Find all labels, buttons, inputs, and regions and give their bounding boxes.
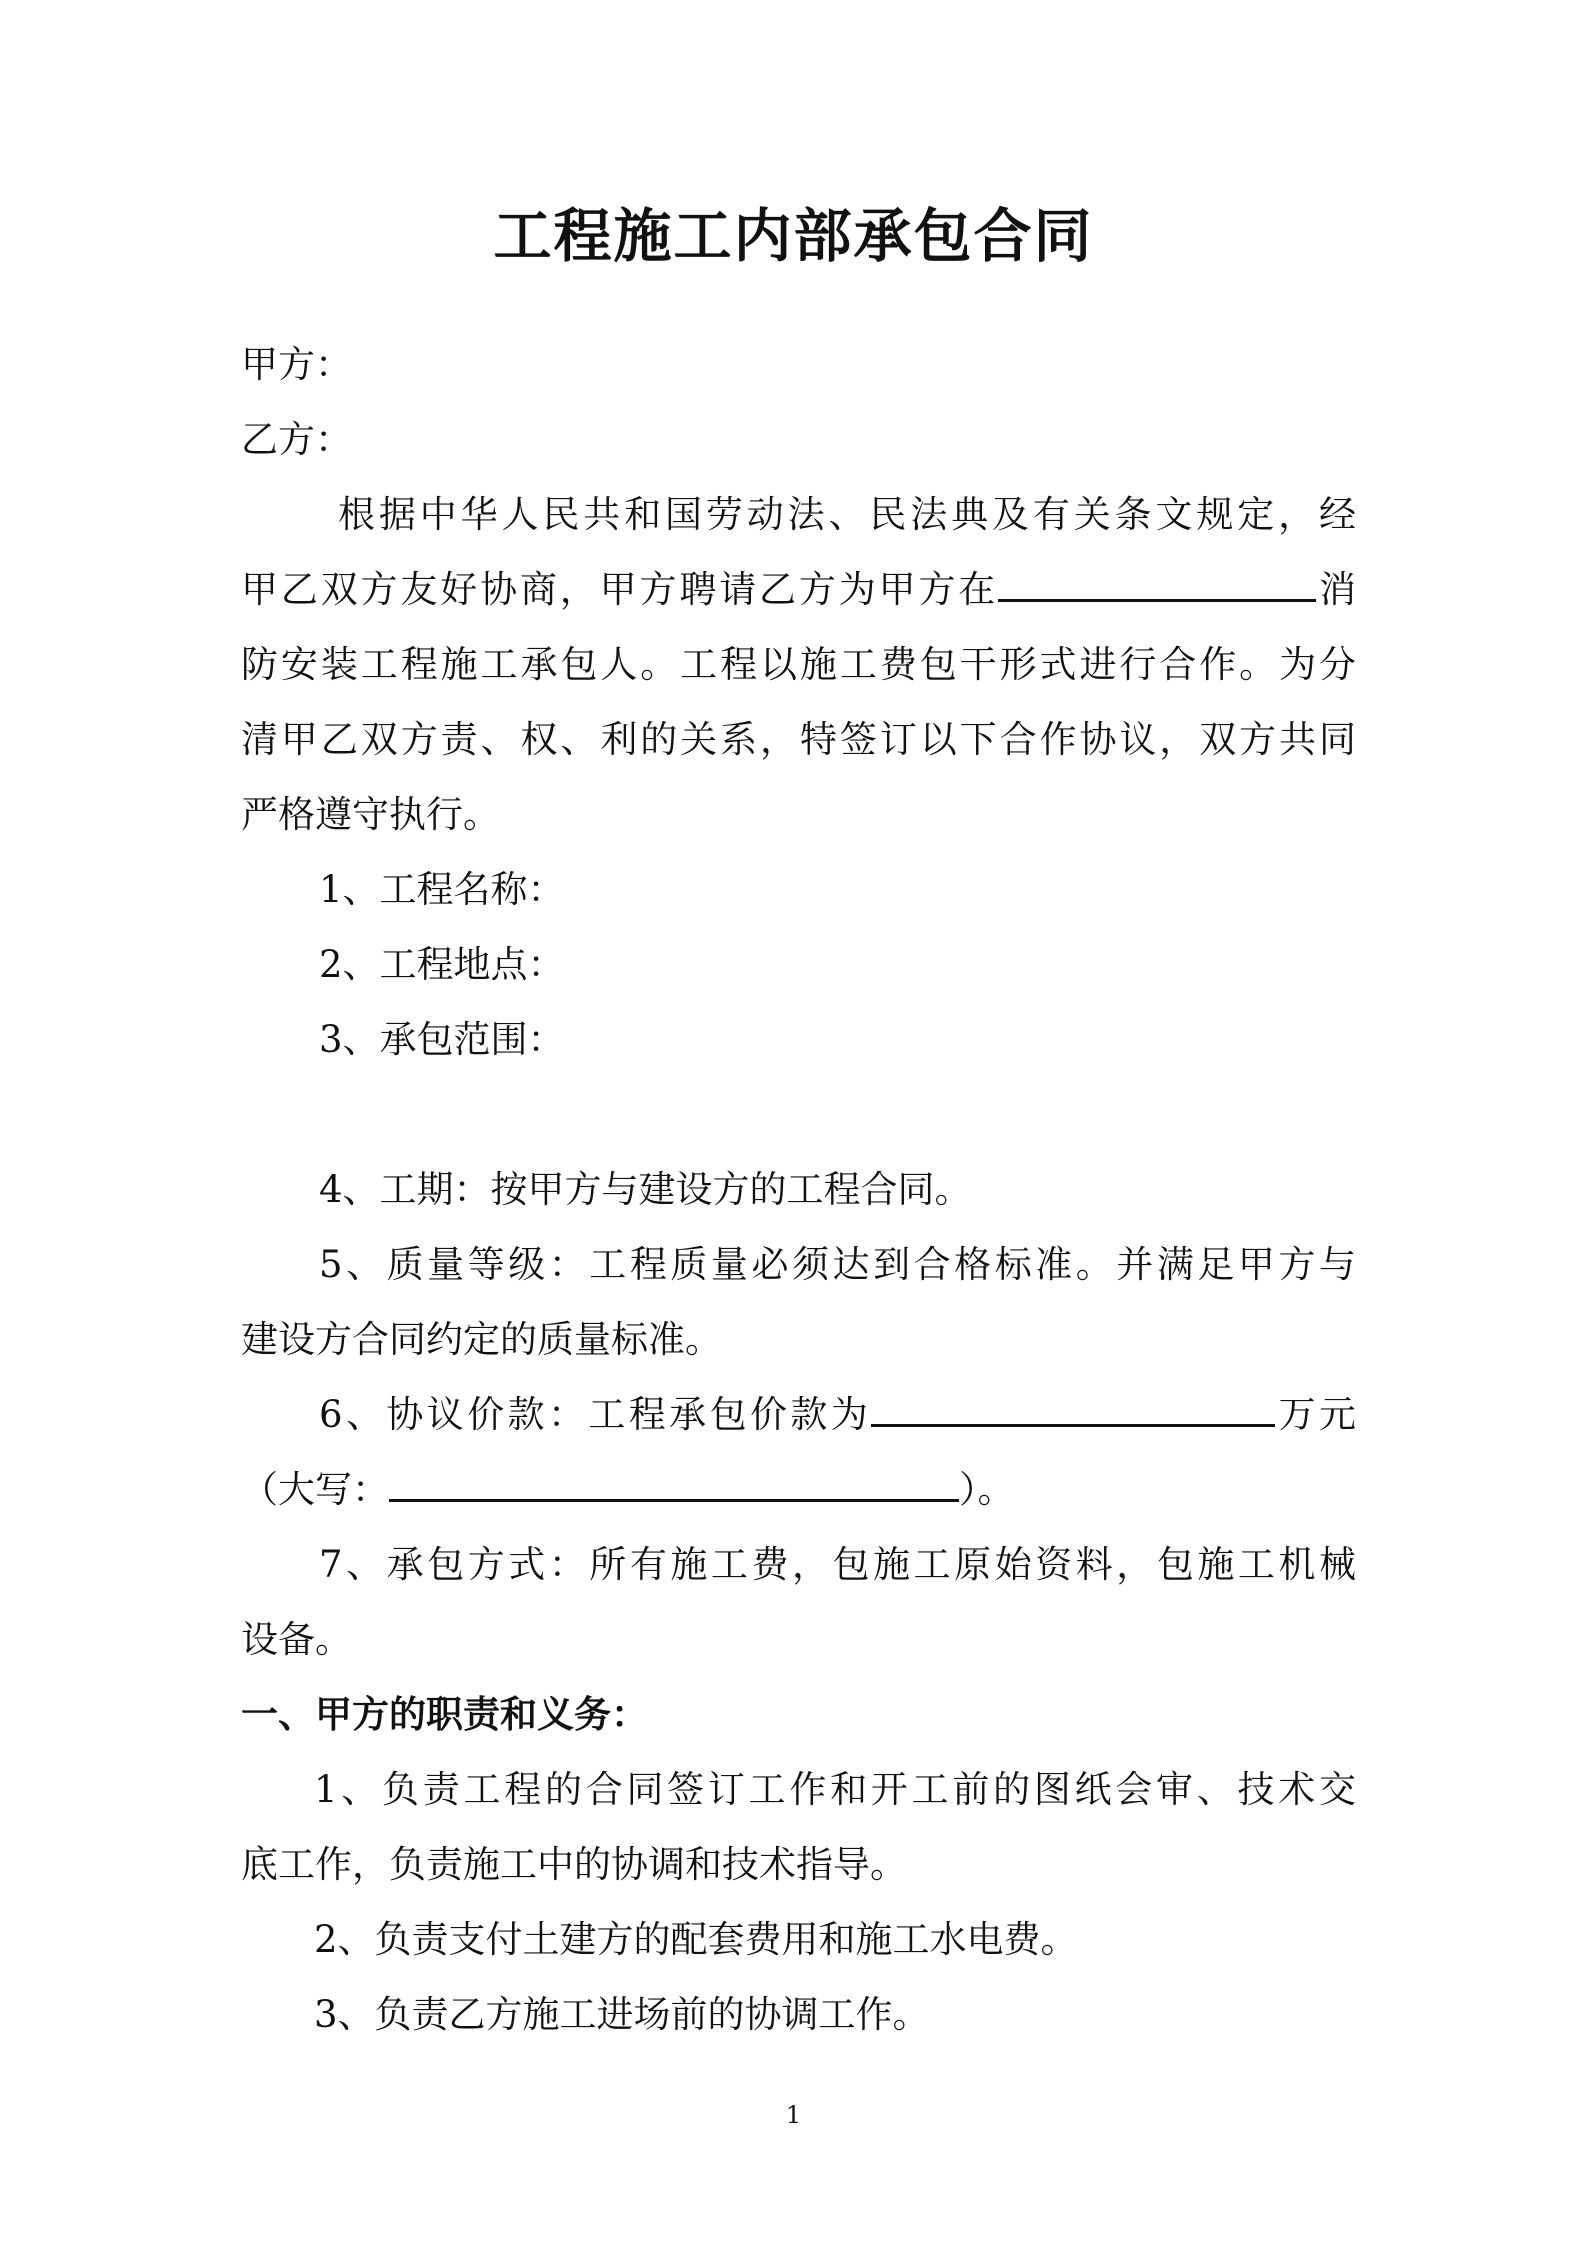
section-1-point-2: 2、负责支付土建方的配套费用和施工水电费。 xyxy=(314,1918,1078,1961)
intro-line-2-text: 甲乙双方友好协商，甲方聘请乙方为甲方在 xyxy=(241,568,999,611)
blank-spacer xyxy=(241,1077,1356,1152)
item-price-line-2 xyxy=(241,1452,1356,1527)
item-method-line-2: 设备。 xyxy=(241,1618,352,1661)
price-capital-blank[interactable] xyxy=(389,1465,959,1502)
intro-line-1: 根据中华人民共和国劳动法、民法典及有关条文规定，经 xyxy=(338,493,1356,536)
item-project-name: 1、工程名称： xyxy=(319,868,565,911)
intro-line-3: 防安装工程施工承包人。工程以施工费包干形式进行合作。为分 xyxy=(241,643,1356,686)
document-title: 工程施工内部承包合同 xyxy=(493,202,1094,270)
item-price-unit: 万元 xyxy=(1275,1393,1356,1436)
section-1-point-1-line-1: 1、负责工程的合同签订工作和开工前的图纸会审、技术交 xyxy=(314,1768,1356,1811)
party-b-line: 乙方： xyxy=(241,418,352,461)
item-price-capital-label: （大写： xyxy=(241,1468,389,1511)
intro-line-5: 严格遵守执行。 xyxy=(241,793,500,836)
project-location-blank[interactable] xyxy=(998,565,1316,602)
item-quality-line-2: 建设方合同约定的质量标准。 xyxy=(241,1318,722,1361)
intro-line-2-tail: 消 xyxy=(1316,568,1357,611)
item-method-line-1: 7、承包方式：所有施工费，包施工原始资料，包施工机械 xyxy=(319,1543,1356,1586)
document-body xyxy=(241,327,1356,2052)
intro-line-2 xyxy=(241,552,1356,627)
party-a-line: 甲方： xyxy=(241,343,352,386)
item-duration: 4、工期：按甲方与建设方的工程合同。 xyxy=(319,1168,972,1211)
section-1-point-1-line-2: 底工作，负责施工中的协调和技术指导。 xyxy=(241,1843,907,1886)
price-amount-blank[interactable] xyxy=(871,1390,1275,1427)
item-contract-scope: 3、承包范围： xyxy=(319,1018,565,1061)
item-price-line-1 xyxy=(241,1377,1356,1452)
item-project-location: 2、工程地点： xyxy=(319,943,565,986)
page-number: 1 xyxy=(785,2101,802,2129)
item-price-capital-close: ）。 xyxy=(959,1468,1015,1511)
item-quality-line-1: 5、质量等级：工程质量必须达到合格标准。并满足甲方与 xyxy=(319,1243,1356,1286)
intro-line-4: 清甲乙双方责、权、利的关系，特签订以下合作协议，双方共同 xyxy=(241,718,1356,761)
section-1-point-3: 3、负责乙方施工进场前的协调工作。 xyxy=(314,1993,930,2036)
item-price-label: 6、协议价款：工程承包价款为 xyxy=(319,1393,872,1436)
section-1-heading: 一、甲方的职责和义务： xyxy=(241,1692,648,1736)
